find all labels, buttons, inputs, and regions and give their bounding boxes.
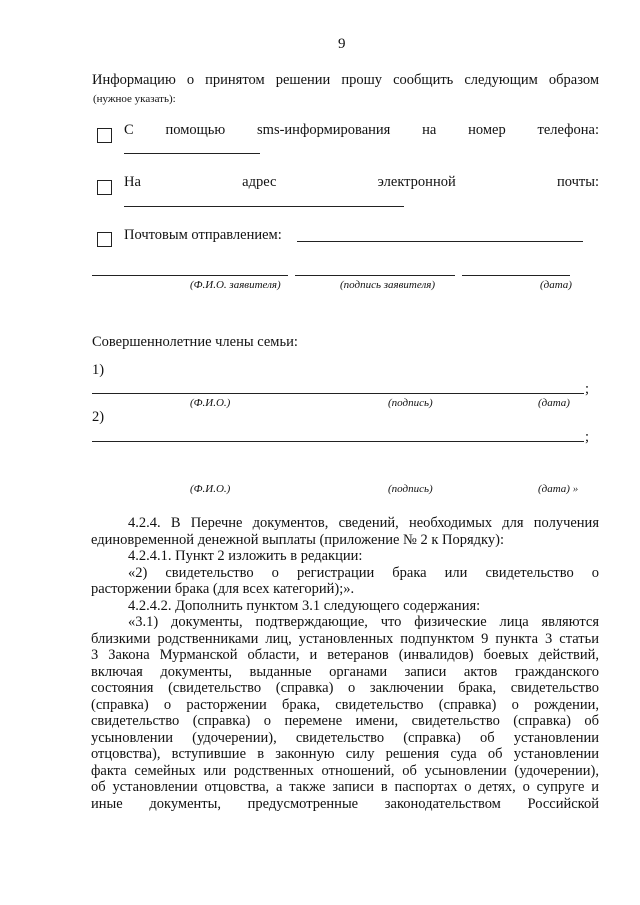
paragraph-line: включая документы, выданные органами записи актов гражданского bbox=[91, 663, 599, 680]
family-row2-date-caption: (дата) » bbox=[538, 483, 579, 495]
paragraph-line: расторжении брака (для всех категорий);». bbox=[91, 581, 355, 597]
family-row2-number: 2) bbox=[92, 409, 105, 425]
paragraph-line: единовременной денежной выплаты (приложение № 2 к Порядку): bbox=[91, 531, 504, 548]
applicant-fio-field[interactable] bbox=[92, 275, 288, 276]
paragraph-line: 4.2.4. В Перечне документов, сведений, необходимых для получения bbox=[128, 515, 599, 531]
sms-option-label: С помощью sms-информирования на номер телефона: bbox=[124, 122, 599, 138]
phone-number-field[interactable] bbox=[124, 153, 260, 154]
family-row1-signature-caption: (подпись) bbox=[388, 397, 433, 409]
applicant-signature-caption: (подпись заявителя) bbox=[340, 279, 436, 291]
intro-note: (нужное указать): bbox=[93, 93, 176, 105]
family-row1-number: 1) bbox=[92, 362, 105, 378]
paragraph-line: близкими родственниками лиц, установленных подпунктом 9 пункта 3 статьи bbox=[91, 630, 599, 647]
applicant-fio-caption: (Ф.И.О. заявителя) bbox=[190, 279, 281, 291]
family-row1-fio-caption: (Ф.И.О.) bbox=[190, 397, 231, 409]
family-row2-fio-caption: (Ф.И.О.) bbox=[190, 483, 231, 495]
paragraph-line: 3 Закона Мурманской области, и ветеранов (инвалидов) боевых действий, bbox=[91, 647, 599, 663]
applicant-signature-field[interactable] bbox=[295, 275, 455, 276]
intro-text: Информацию о принятом решении прошу сообщить следующим образом bbox=[92, 72, 599, 88]
paragraph-line: состояния (свидетельство (справка) о заключении брака, свидетельство bbox=[91, 680, 599, 696]
paragraph-line: усыновлении (удочерении), свидетельство (справка) об установлении bbox=[91, 729, 599, 746]
email-address-field[interactable] bbox=[124, 206, 404, 207]
body-text bbox=[91, 515, 599, 812]
paragraph-line: факта семейных или родственных отношений, об усыновлении (удочерении), bbox=[91, 762, 599, 779]
postal-address-field[interactable] bbox=[297, 241, 583, 242]
paragraph-line: 4.2.4.1. Пункт 2 изложить в редакции: bbox=[128, 548, 363, 564]
applicant-date-field[interactable] bbox=[462, 275, 570, 276]
family-row2-semicolon: ; bbox=[585, 429, 590, 445]
family-row1-field[interactable] bbox=[92, 393, 584, 394]
sms-option-checkbox[interactable] bbox=[97, 128, 112, 143]
family-row2-signature-caption: (подпись) bbox=[388, 483, 433, 495]
family-row1-semicolon: ; bbox=[585, 381, 590, 397]
paragraph-line: «2) свидетельство о регистрации брака или свидетельство о bbox=[128, 564, 599, 581]
paragraph-line: отцовства), вступившие в законную силу решения суда об установлении bbox=[91, 746, 599, 762]
paragraph-line: «3.1) документы, подтверждающие, что физические лица являются bbox=[128, 614, 599, 630]
applicant-date-caption: (дата) bbox=[540, 279, 572, 291]
family-heading: Совершеннолетние члены семьи: bbox=[92, 334, 298, 350]
paragraph-line: (справка) о расторжении брака, свидетельство (справка) о рождении, bbox=[91, 696, 599, 713]
paragraph-line: иные документы, предусмотренные законодательством Российской bbox=[91, 795, 599, 812]
post-option-label: Почтовым отправлением: bbox=[124, 227, 282, 243]
email-option-checkbox[interactable] bbox=[97, 180, 112, 195]
family-row2-field[interactable] bbox=[92, 441, 584, 442]
paragraph-line: об установлении отцовства, а также записи в паспортах о детях, о супруге и bbox=[91, 779, 599, 795]
paragraph-line: свидетельство (справка) о перемене имени, свидетельство (справка) об bbox=[91, 713, 599, 729]
post-option-checkbox[interactable] bbox=[97, 232, 112, 247]
email-option-label: На адрес электронной почты: bbox=[124, 174, 599, 190]
family-row1-date-caption: (дата) bbox=[538, 397, 570, 409]
paragraph-line: 4.2.4.2. Дополнить пунктом 3.1 следующего содержания: bbox=[128, 597, 481, 614]
page-number: 9 bbox=[338, 36, 346, 52]
